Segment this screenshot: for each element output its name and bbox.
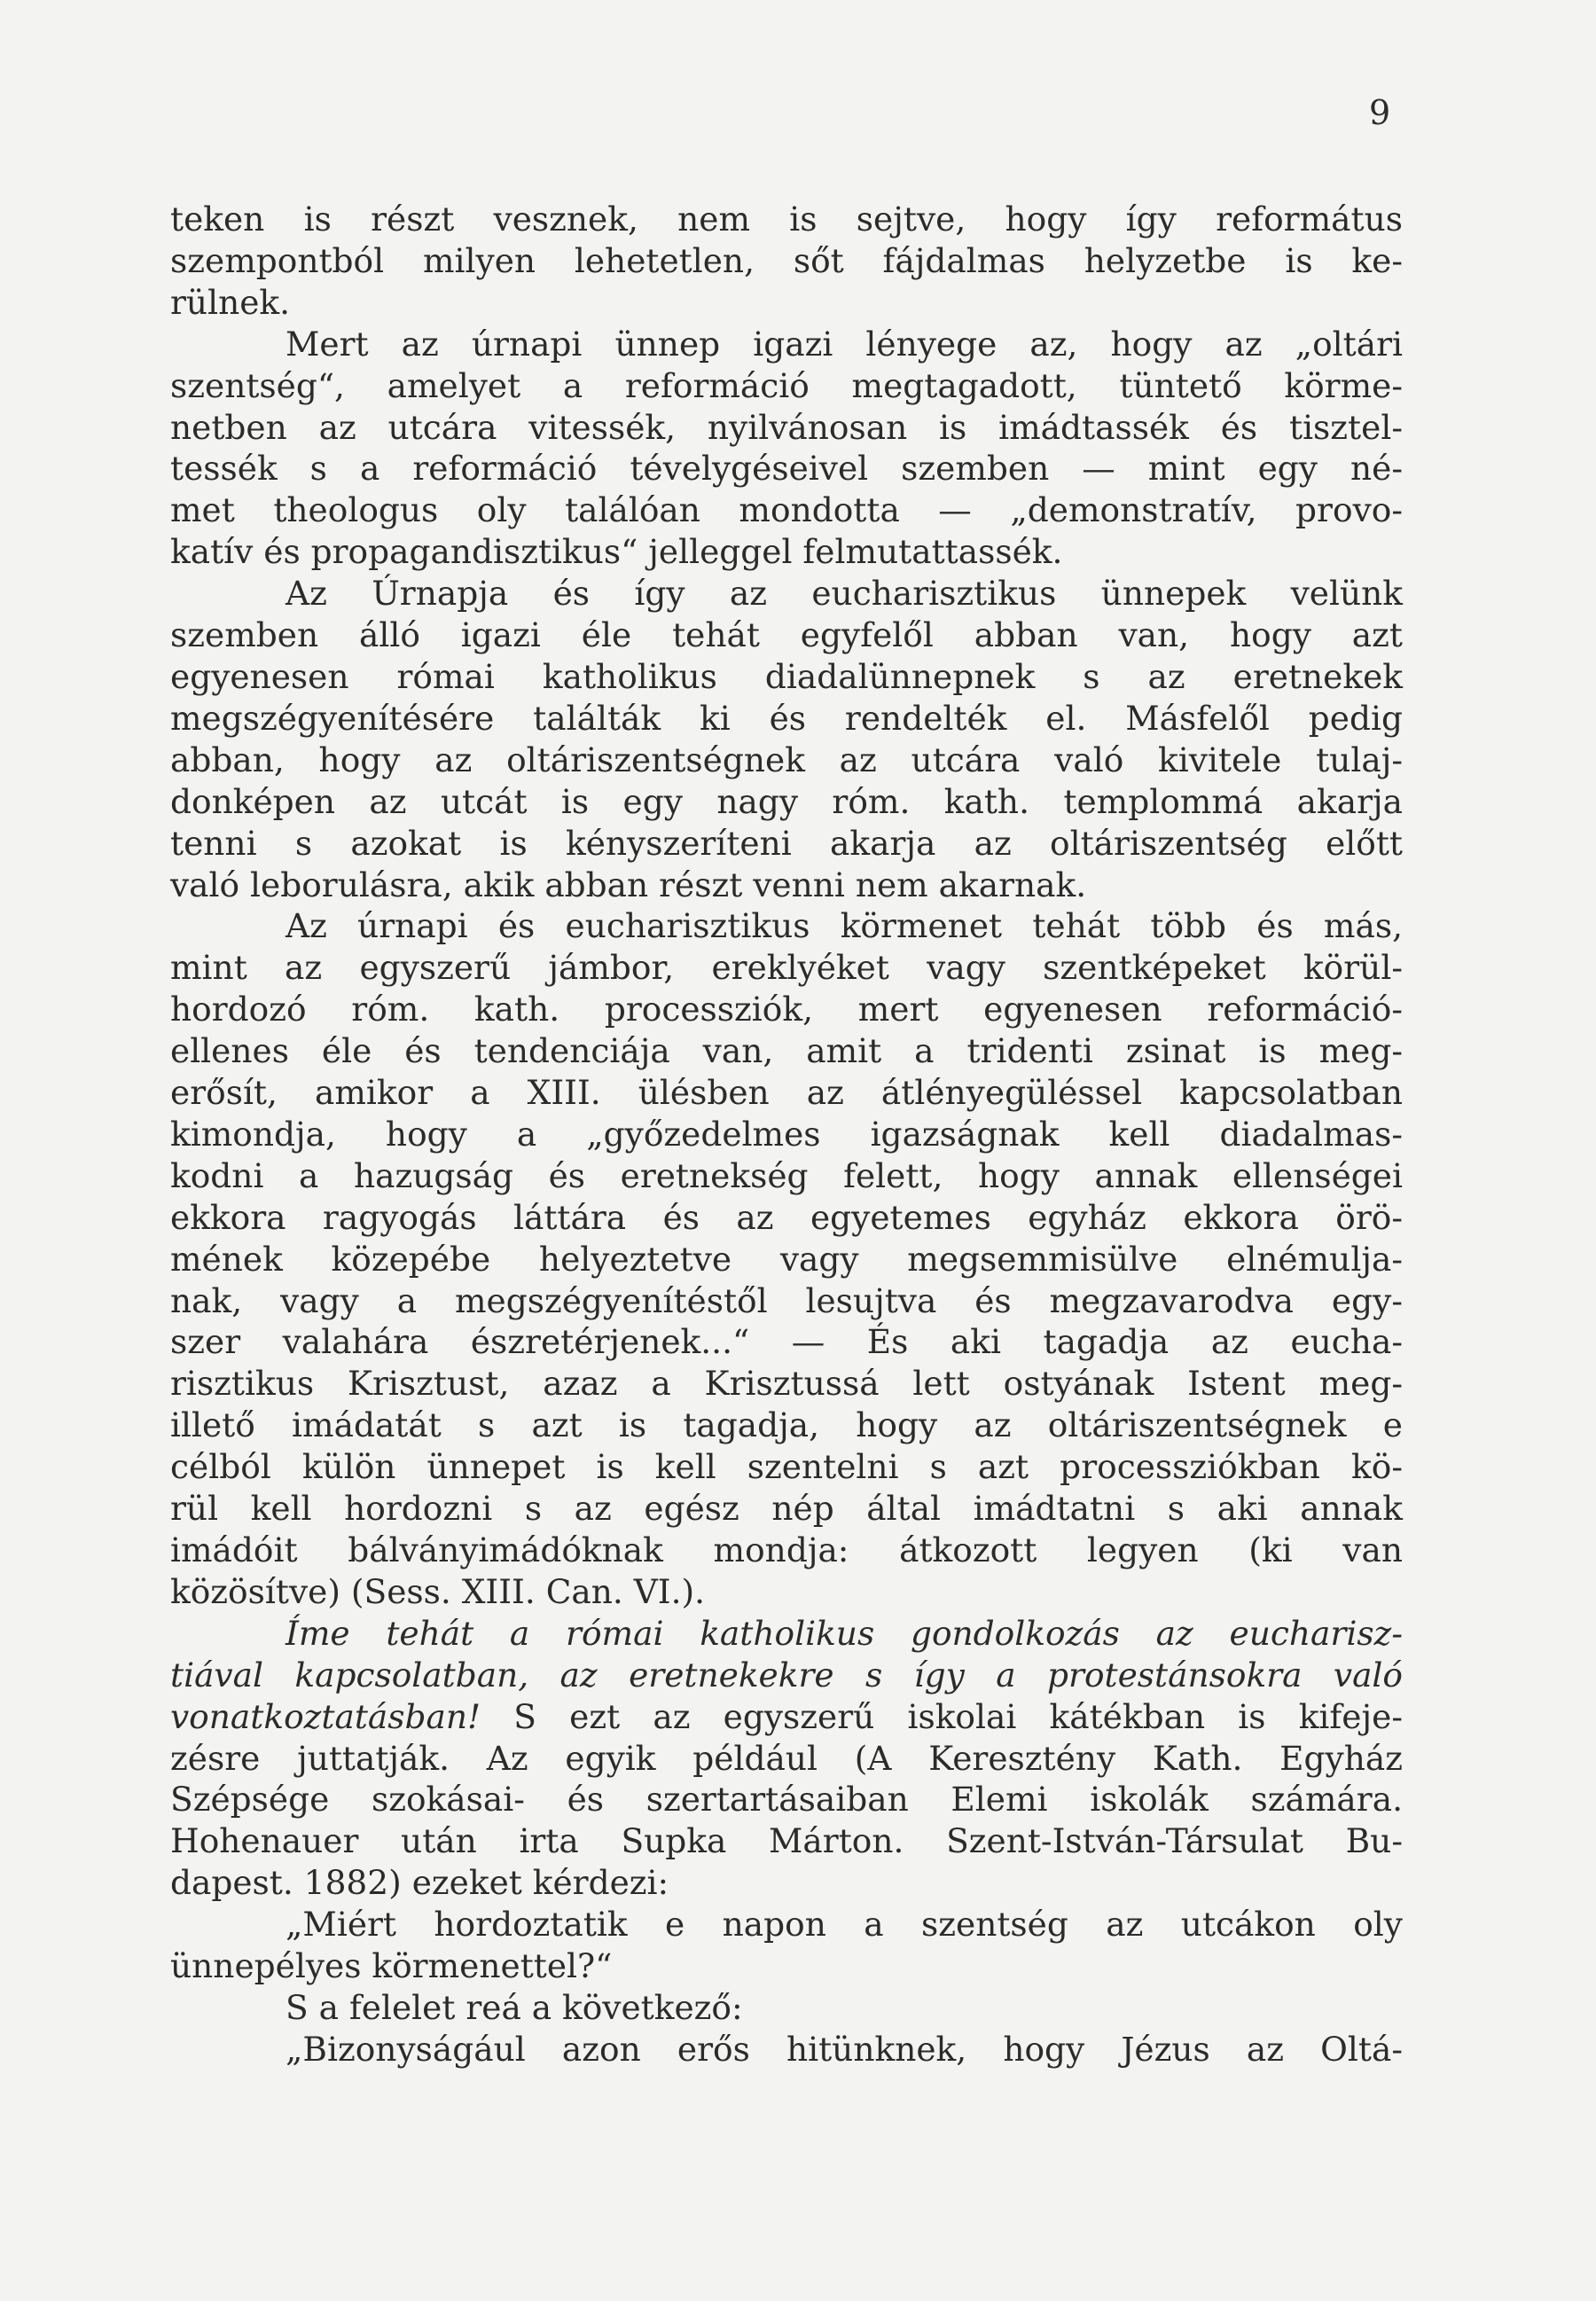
quote-first-line: „Miért hordoztatik e napon a szentség az utcákon oly [286,1905,1403,1945]
text-line: szer valahára észretérjenek...“ — És aki tagadja az eucha- [170,1322,1403,1362]
text-line: megszégyenítésére találták ki és rendelték el. Másfelől pedig [170,698,1403,738]
italic-segment: vonatkoztatásban! [170,1696,481,1736]
text-line: illető imádatát s azt is tagadja, hogy az oltáriszentségnek e [170,1405,1403,1445]
text-line: teken is részt vesznek, nem is sejtve, hogy így református [170,200,1403,239]
text-line: Szépsége szokásai- és szertartásaiban Elemi iskolák számára. [170,1780,1403,1820]
text-line: kimondja, hogy a „győzedelmes igazságnak kell diadalmas- [170,1114,1403,1154]
text-line: erősít, amikor a XIII. ülésben az átlényegüléssel kapcsolatban [170,1073,1403,1113]
text-line: donképen az utcát is egy nagy róm. kath. templommá akarja [170,781,1403,821]
paragraph-first-line: S a felelet reá a következő: [286,1987,743,2027]
text-line: mint az egyszerű jámbor, ereklyéket vagy szentképeket körül- [170,948,1403,988]
text-line: ekkora ragyogás láttára és az egyetemes egyház ekkora örö- [170,1197,1403,1237]
text-line: katív és propagandisztikus“ jelleggel felmutattassék. [170,532,1063,572]
text-line: tessék s a reformáció tévelygéseivel szemben — mint egy né- [170,449,1403,489]
text-line: szentség“, amelyet a reformáció megtagadott, tüntető körme- [170,365,1403,405]
roman-segment: S ezt az egyszerű iskolai kátékban is kifeje- [481,1696,1403,1736]
text-line: dapest. 1882) ezeket kérdezi: [170,1863,669,1903]
text-line: egyenesen római katholikus diadalünnepnek s az eretnekek [170,656,1403,696]
text-line: zésre juttatják. Az egyik például (A Keresztény Kath. Egyház [170,1738,1403,1778]
paragraph-first-line: Mert az úrnapi ünnep igazi lényege az, hogy az „oltári [286,324,1403,364]
body-text [170,199,1403,2070]
text-line: Hohenauer után irta Supka Márton. Szent-István-Társulat Bu- [170,1821,1403,1861]
text-line: rül kell hordozni s az egész nép által imádtatni s aki annak [170,1489,1403,1529]
text-line: mének közepébe helyeztetve vagy megsemmisülve elnémulja- [170,1239,1403,1279]
quote-first-line: „Bizonyságául azon erős hitünknek, hogy Jézus az Oltá- [286,2029,1403,2069]
text-line: célból külön ünnepet is kell szentelni s azt processziókban kö- [170,1447,1403,1487]
text-line: ünnepélyes körmenettel?“ [170,1946,613,1986]
paragraph-first-line: Az úrnapi és eucharisztikus körmenet tehát több és más, [286,906,1403,946]
text-line: imádóit bálványimádóknak mondja: átkozott legyen (ki van [170,1530,1403,1569]
text-line: nak, vagy a megszégyenítéstől lesujtva és megzavarodva egy- [170,1280,1403,1320]
text-line: met theologus oly találóan mondotta — „demonstratív, provo- [170,490,1403,530]
text-line: szemben álló igazi éle tehát egyfelől abban van, hogy azt [170,615,1403,655]
paragraph-first-line: Az Úrnapja és így az eucharisztikus ünnepek velünk [286,574,1403,614]
text-line: szempontból milyen lehetetlen, sőt fájdalmas helyzetbe is ke- [170,240,1403,280]
mixed-text-line [170,1696,1403,1738]
text-line: közösítve) (Sess. XIII. Can. VI.). [170,1571,706,1611]
text-line: való leborulásra, akik abban részt venni nem akarnak. [170,865,1087,904]
text-line: netben az utcára vitessék, nyilvánosan is imádtassék és tisztel- [170,407,1403,447]
text-line: tenni s azokat is kényszeríteni akarja az oltáriszentség előtt [170,823,1403,863]
italic-text-line: tiával kapcsolatban, az eretnekekre s így a protestánsokra való [170,1655,1403,1694]
text-line: hordozó róm. kath. processziók, mert egyenesen reformáció- [170,990,1403,1029]
italic-paragraph-first-line: Íme tehát a római katholikus gondolkozás az eucharisz- [286,1613,1403,1653]
text-line: abban, hogy az oltáriszentségnek az utcára való kivitele tulaj- [170,740,1403,779]
text-line: risztikus Krisztust, azaz a Krisztussá lett ostyának Istent meg- [170,1364,1403,1404]
text-line: ellenes éle és tendenciája van, amit a tridenti zsinat is meg- [170,1031,1403,1071]
page-number: 9 [1369,93,1391,132]
text-line: rülnek. [170,282,291,322]
text-line: kodni a hazugság és eretnekség felett, hogy annak ellenségei [170,1155,1403,1195]
